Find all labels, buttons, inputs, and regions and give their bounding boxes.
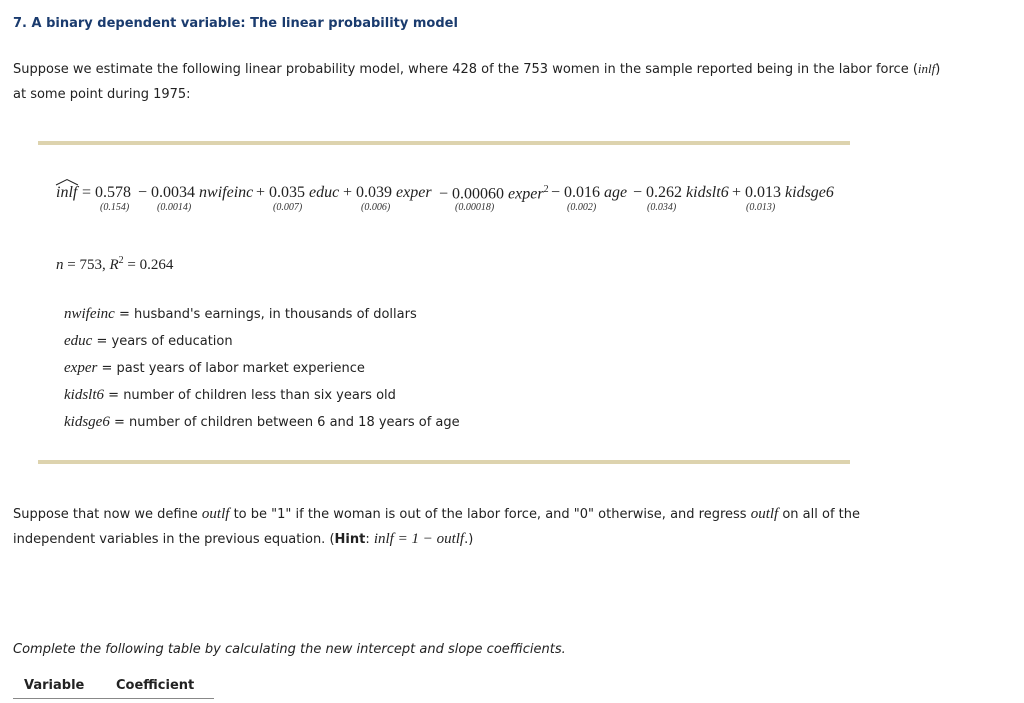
term-coefficient: 0.035 [269,184,306,201]
r-squared-exponent: 2 [118,255,124,266]
std-error-kidslt6: (0.034) [647,202,677,213]
term-coefficient: 0.0034 [151,184,196,201]
equation-term-exper-squared [439,184,549,203]
term-sign: + [256,184,266,201]
question-text: .) [464,532,474,547]
term-sign: − [633,184,643,201]
term-sign: − [439,185,449,203]
definition-row [64,387,396,404]
divider-top [38,141,850,145]
definition-equals: = [118,307,130,322]
equation-term-nwifeinc [138,184,253,202]
intro-text-after: ) at some point during 1975: [13,62,941,102]
definition-equals: = [96,334,108,349]
definition-text: husband's earnings, in thousands of dollars [134,307,417,322]
definition-variable: kidslt6 [64,387,104,403]
question-text: : [365,532,374,547]
r-squared-value: = 0.264 [127,257,174,273]
definition-row [64,414,460,431]
definition-equals: = [113,415,125,430]
regression-equation [56,184,856,218]
term-coefficient: 0.039 [356,184,393,201]
term-coefficient: 0.262 [646,184,683,201]
hint-equation: inlf = 1 − outlf [373,531,465,547]
intro-paragraph [13,56,943,107]
term-coefficient: 0.013 [745,184,782,201]
term-sign: = [82,184,92,201]
page-title: 7. A binary dependent variable: The linear probability model [13,16,458,31]
definition-variable: exper [64,360,98,376]
definition-row [64,306,417,323]
question-text: to be "1" if the woman is out of the labor force, and "0" otherwise, and regress [229,507,751,522]
term-sign: − [138,184,148,201]
model-fit-stats [56,255,173,274]
std-error-educ: (0.007) [273,202,303,213]
term-coefficient: 0.016 [564,184,601,201]
std-error-kidsge6: (0.013) [746,202,776,213]
definition-text: past years of labor market experience [116,361,365,376]
term-variable: age [604,184,628,201]
n-label: n [56,257,64,273]
question-text: Suppose that now we define [13,507,202,522]
definition-text: years of education [111,334,233,349]
question-paragraph [13,502,943,552]
n-value: = 753, [67,257,106,273]
answer-table [13,676,214,699]
question-text: on all of the independent variables in the previous equation. ( [13,507,860,547]
term-variable: nwifeinc [199,184,254,201]
std-error-exper-squared: (0.00018) [455,202,495,213]
definition-equals: = [101,361,113,376]
equation-term-kidsge6 [732,184,834,202]
term-variable: exper [396,184,432,201]
definition-variable: nwifeinc [64,306,115,322]
term-sign: + [732,184,742,201]
table-header-variable: Variable [24,678,85,693]
variable-outlf: outlf [750,506,779,522]
std-error-nwifeinc: (0.0014) [157,202,192,213]
term-exponent: 2 [543,184,549,195]
hint-label: Hint [334,532,366,547]
term-sign: + [343,184,353,201]
definition-text: number of children less than six years old [123,388,396,403]
term-variable: kidslt6 [686,184,729,201]
definition-variable: educ [64,333,93,349]
equation-term-kidslt6 [633,184,729,202]
equation-term-age [551,184,627,202]
hat-icon [55,178,79,186]
term-coefficient: 0.578 [95,184,132,201]
term-coefficient: 0.00060 [452,185,505,203]
std-error-exper: (0.006) [361,202,391,213]
definition-row [64,333,233,350]
term-sign: − [551,184,561,201]
definition-equals: = [108,388,120,403]
definition-text: number of children between 6 and 18 years of age [129,415,460,430]
definition-variable: kidsge6 [64,414,110,430]
std-error-intercept: (0.154) [100,202,130,213]
intro-variable-inlf: inlf [917,61,936,76]
term-variable: educ [309,184,340,201]
r-squared-label: R [109,257,119,273]
equation-term-exper [343,184,432,202]
divider-bottom [38,460,850,464]
variable-outlf: outlf [201,506,230,522]
term-variable: kidsge6 [785,184,834,201]
table-instruction: Complete the following table by calculating the new intercept and slope coefficients. [13,642,566,657]
equation-term-intercept [82,184,131,202]
equation-lhs: inlf [56,184,77,202]
definition-row [64,360,365,377]
std-error-age: (0.002) [567,202,597,213]
table-header-coefficient: Coefficient [116,678,195,693]
equation-term-educ [256,184,339,202]
intro-text-before: Suppose we estimate the following linear probability model, where 428 of the 753 women in the sample reported being in the labor force ( [13,62,918,77]
term-variable: exper [508,185,544,203]
